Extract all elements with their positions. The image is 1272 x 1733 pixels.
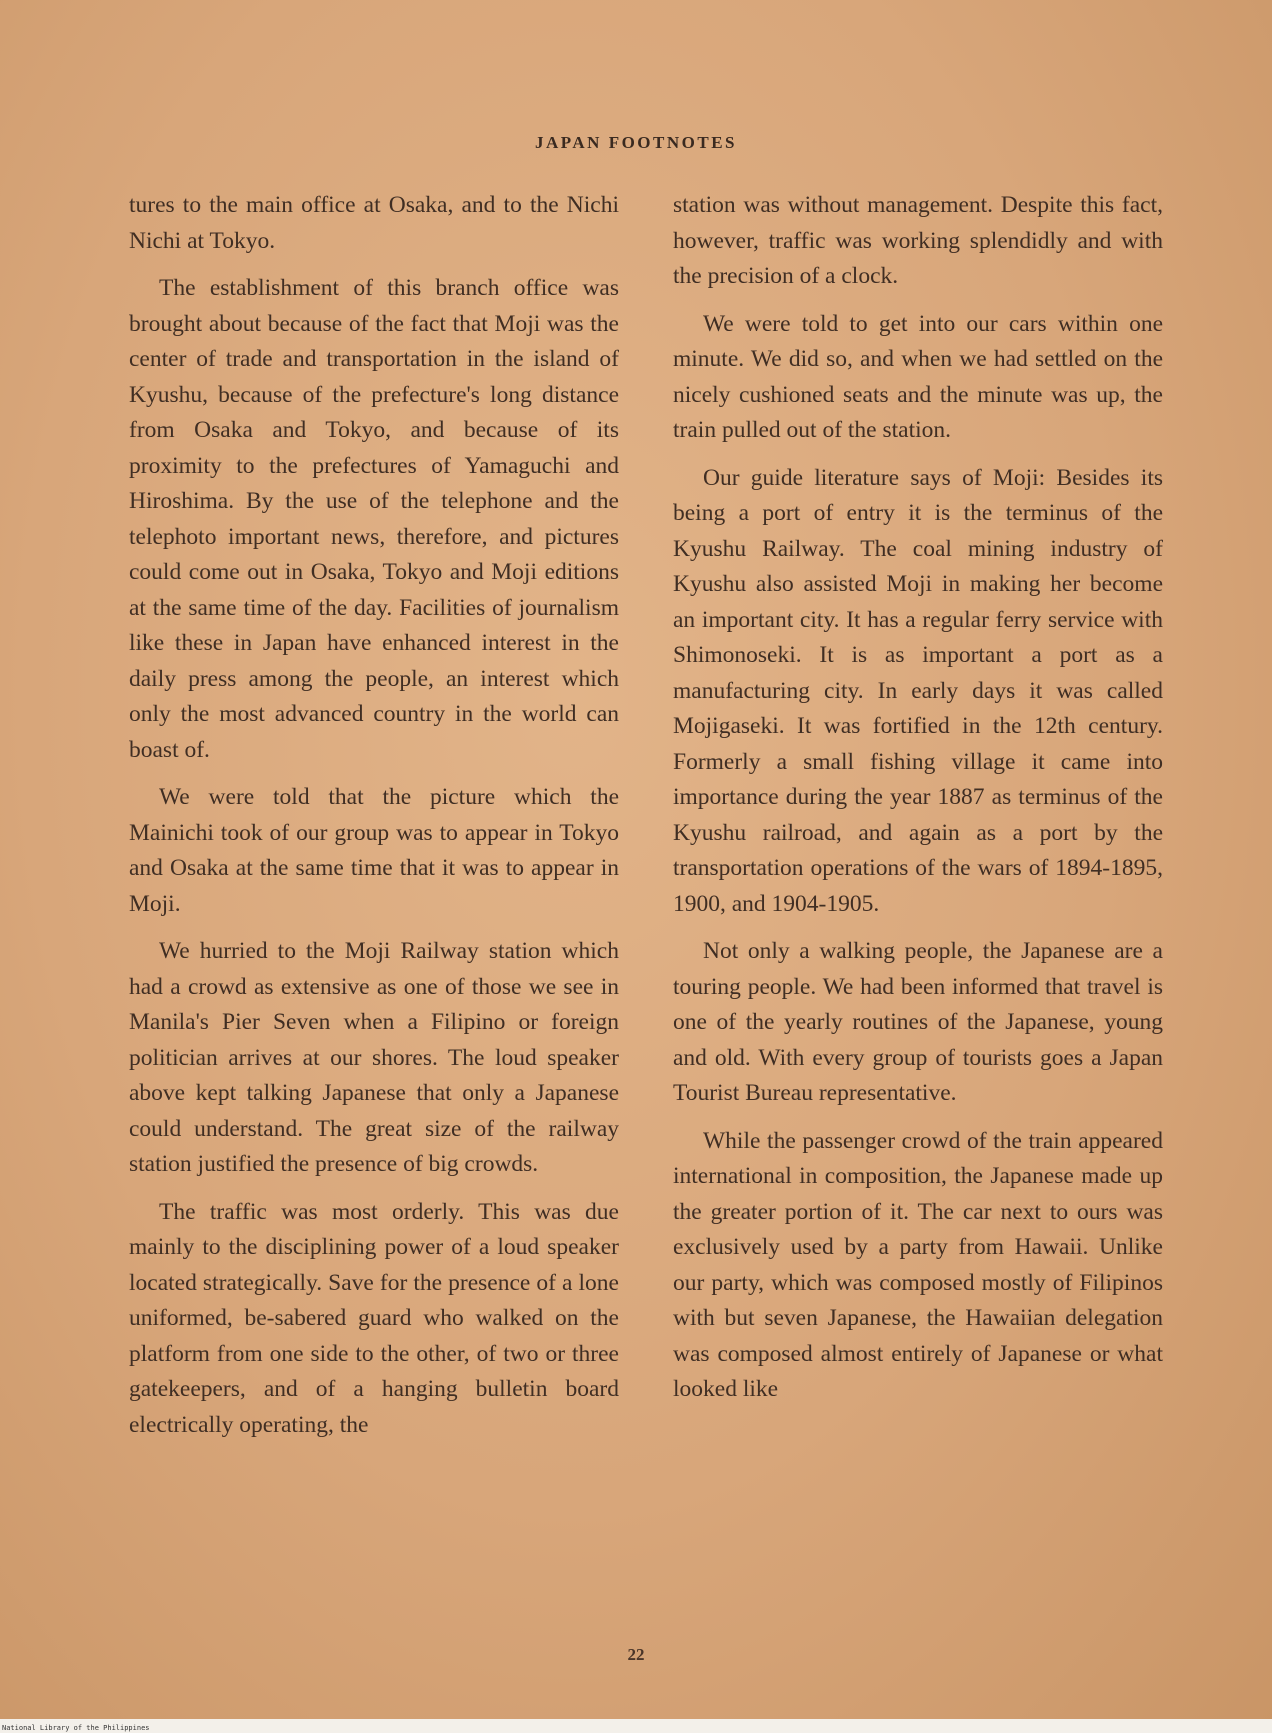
running-header: JAPAN FOOTNOTES (534, 133, 737, 152)
page-number: 22 (627, 1645, 645, 1664)
paragraph: The establishment of this branch office was brought about because of the fact that Moji was the center of trade and transportation in the island of Kyushu, because of the prefecture's long distance from Osaka and Tokyo, and because of its proximity to the prefectures of Yamaguchi and Hiroshima. By the use of the telephone and the telephoto important news, therefore, and pictures could come out in Osaka, Tokyo and Moji editions at the same time of the day. Facilities of journalism like these in Japan have enhanced interest in the daily press among the people, an interest which only the most advanced country in the world can boast of. (129, 275, 619, 763)
left-column (129, 188, 619, 1455)
library-credit: National Library of the Philippines (2, 1724, 150, 1732)
paragraph: Our guide literature says of Moji: Besides its being a port of entry it is the terminus of the Kyushu Railway. The coal mining industry of Kyushu also assisted Moji in making her become an important city. It has a regular ferry service with Shimonoseki. It is as important a port as a manufacturing city. In early days it was called Mojigaseki. It was fortified in the 12th century. Formerly a small fishing village it came into importance during the year 1887 as terminus of the Kyushu railroad, and again as a port by the transportation operations of the wars of 1894-1895, 1900, and 1904-1905. (673, 464, 1163, 917)
paragraph: station was without management. Despite this fact, however, traffic was working splendidly and with the precision of a clock. (673, 192, 1163, 289)
paragraph: We hurried to the Moji Railway station which had a crowd as extensive as one of those we see in Manila's Pier Seven when a Filipino or foreign politician arrives at our shores. The loud speaker above kept talking Japanese that only a Japanese could understand. The great size of the railway station justified the presence of big crowds. (129, 938, 619, 1177)
paragraph: The traffic was most orderly. This was due mainly to the disciplining power of a loud speaker located strategically. Save for the presence of a lone uniformed, be-sabered guard who walked on the platform from one side to the other, of two or three gatekeepers, and of a hanging bulletin board electrically operating, the (129, 1198, 619, 1438)
footer-strip (0, 1719, 1272, 1733)
paragraph: Not only a walking people, the Japanese are a touring people. We had been informed that travel is one of the yearly routines of the Japanese, young and old. With every group of tourists goes a Japan Tourist Bureau representative. (673, 938, 1163, 1106)
paragraph: We were told to get into our cars within one minute. We did so, and when we had settled on the nicely cushioned seats and the minute was up, the train pulled out of the station. (673, 310, 1163, 443)
paragraph: We were told that the picture which the Mainichi took of our group was to appear in Tokyo and Osaka at the same time that it was to appear in Moji. (129, 784, 619, 917)
paragraph: tures to the main office at Osaka, and to the Nichi Nichi at Tokyo. (129, 192, 619, 254)
paragraph: While the passenger crowd of the train appeared international in composition, the Japanese made up the greater portion of it. The car next to ours was exclusively used by a party from Hawaii. Unlike our party, which was composed mostly of Filipinos with but seven Japanese, the Hawaiian delegation was composed almost entirely of Japanese or what looked like (673, 1127, 1163, 1402)
right-column (673, 188, 1163, 1420)
